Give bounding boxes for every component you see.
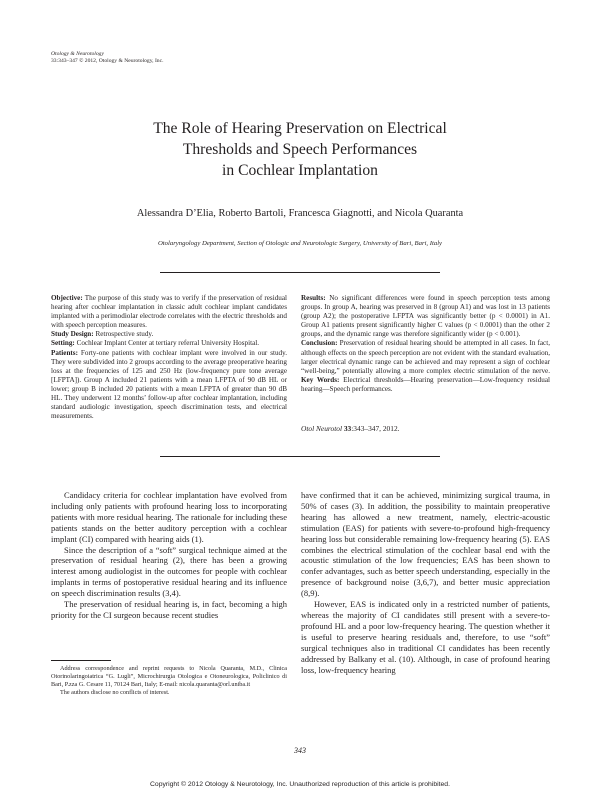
abstract-right-column: [301, 294, 550, 394]
abstract-left-column: [51, 294, 287, 421]
body-paragraph: Since the description of a “soft” surgical technique aimed at the preservation of residual hearing (2), there has been a growing interest among audiologist in the outcomes for people with cochlear implants in terms of postoperative residual hearing and its influence on speech discrimination results (3,4).: [51, 544, 287, 599]
journal-header: [51, 51, 164, 66]
abstract-setting: [51, 339, 287, 348]
header-divider: [160, 272, 440, 273]
keywords-text: Electrical thresholds—Hearing preservation—Low-frequency residual hearing—Speech performances.: [301, 375, 550, 393]
body-paragraph: Candidacy criteria for cochlear implantation have evolved from including only patients with profound hearing loss to incorporating patients with more residual hearing. The rationale for including these patients stands on the better auditory perception with a cochlear implant (CI) compared with hearing aids (1).: [51, 490, 287, 544]
patients-label: Patients:: [51, 348, 78, 357]
journal-name: Otology & Neurotology: [51, 51, 104, 57]
footnote-divider: [51, 660, 111, 661]
abstract-objective: [51, 294, 287, 330]
title-line-2: Thresholds and Speech Performances: [182, 141, 418, 158]
abstract-results: [301, 294, 550, 339]
setting-label: Setting:: [51, 339, 75, 348]
keywords-label: Key Words:: [301, 375, 340, 384]
footnote-disclosure: The authors disclose no conflicts of interest.: [60, 689, 170, 696]
citation-line: [301, 424, 400, 433]
results-label: Results:: [301, 294, 326, 302]
patients-text: Forty-one patients with cochlear implant were involved in our study. They were subdivided into 2 groups according to the average preoperative hearing loss at the frequencies of 125 and 250 Hz (low-frequency pure tone average [LFPTA]). Group A included 21 patients with a mean LFPTA of 90 dB HL or lower; group B included 20 patients with a mean LFPTA of greater than 90 dB HL. They underwent 12 months’ follow-up after cochlear implantation, including standard audiologic investigation, speech discrimination tests, and electrical measurements.: [51, 348, 287, 421]
objective-text: The purpose of this study was to verify if the preservation of residual hearing after cochlear implantation in classic adult cochlear implant candidates implanted with a perimodiolar electrode correlates with the electric thresholds and with speech perception measures.: [51, 294, 287, 330]
body-paragraph: The preservation of residual hearing is, in fact, becoming a high priority for the CI surgeon because recent studies: [51, 599, 287, 620]
citation-rest: :343–347, 2012.: [351, 424, 400, 433]
body-paragraph: have confirmed that it can be achieved, minimizing surgical trauma, in 50% of cases (3). In addition, the possibility to maintain preoperative hearing has allowed a new treatment, namely, electric-acoustic stimulation (EAS) for patients with severe-to-profound high-frequency hearing loss but considerable remaining low-frequency hearing (5). EAS combines the electrical stimulation of the cochlear basal end with the acoustic stimulation of the low frequencies; EAS has been shown to confer advantages, such as better speech understanding, especially in the presence of background noise (3,6,7), and better music appreciation (8,9).: [301, 490, 550, 599]
title-line-3: in Cochlear Implantation: [222, 162, 378, 179]
page-number: 343: [294, 746, 306, 755]
affiliation: Otolaryngology Department, Section of Otologic and Neurotologic Surgery, University of Bari, Bari, Italy: [157, 240, 443, 247]
results-text: No significant differences were found in speech perception tests among groups. In group A, hearing was preserved in 8 (group A1) and was lost in 13 patients (group A2); the postoperative LFPTA was significantly better (p < 0.0001) in A1. Group A1 patients present significantly higher C values (p < 0.0001) than the other 2 groups, and the dynamic range was therefore significantly wider (p < 0.001).: [301, 294, 550, 339]
abstract-conclusion: [301, 339, 550, 394]
objective-label: Objective:: [51, 294, 83, 302]
design-text: Retrospective study.: [93, 330, 154, 339]
abstract-divider: [160, 456, 440, 457]
citation-volume: 33: [343, 424, 352, 433]
footnote-address: Address correspondence and reprint requests to Nicola Quaranta, M.D., Clinica Otorinolaringoiatrica “G. Lugli”, Microchirurgia Otologica e Otoneurologica, Policlinico di Bari, P.zza G. Cesare 11, 70124 Bari, Italy; E-mail: nicola.quaranta@orl.uniba.it: [51, 665, 287, 688]
body-right-column: [301, 490, 550, 675]
body-paragraph: However, EAS is indicated only in a restricted number of patients, whereas the majority of CI candidates still present with a severe-to-profound HL and a poor low-frequency hearing. The question whether it is useful to preserve hearing residuals and, therefore, to use “soft” surgical techniques also in traditional CI candidates has been recently addressed by Balkany et al. (10). Although, in case of profound hearing loss, low-frequency hearing: [301, 599, 550, 675]
article-title: [60, 118, 540, 181]
body-left-column: [51, 490, 287, 621]
conclusion-text: Preservation of residual hearing should be attempted in all cases. In fact, although effects on the speech perception are not evident with the standard evaluation, larger electrical dynamic range can be achieved and may represent a sign of cochlear “well-being,” potentially allowing a more complex electric stimulation of the nerve.: [301, 339, 550, 375]
citation-journal: Otol Neurotol: [301, 424, 342, 433]
author-list: Alessandra D’Elia, Roberto Bartoli, Francesca Giagnotti, and Nicola Quaranta: [136, 208, 464, 219]
setting-text: Cochlear Implant Center at tertiary referral University Hospital.: [74, 339, 260, 348]
conclusion-label: Conclusion:: [301, 339, 338, 348]
title-line-1: The Role of Hearing Preservation on Electrical: [153, 120, 447, 137]
footnote: [51, 665, 287, 697]
abstract-patients: [51, 349, 287, 422]
abstract-design: [51, 330, 287, 339]
copyright-notice: Copyright © 2012 Otology & Neurotology, Inc. Unauthorized reproduction of this article is prohibited.: [150, 781, 450, 788]
journal-info: 33:343–347 © 2012, Otology & Neurotology, Inc.: [51, 58, 164, 65]
design-label: Study Design:: [51, 330, 94, 339]
